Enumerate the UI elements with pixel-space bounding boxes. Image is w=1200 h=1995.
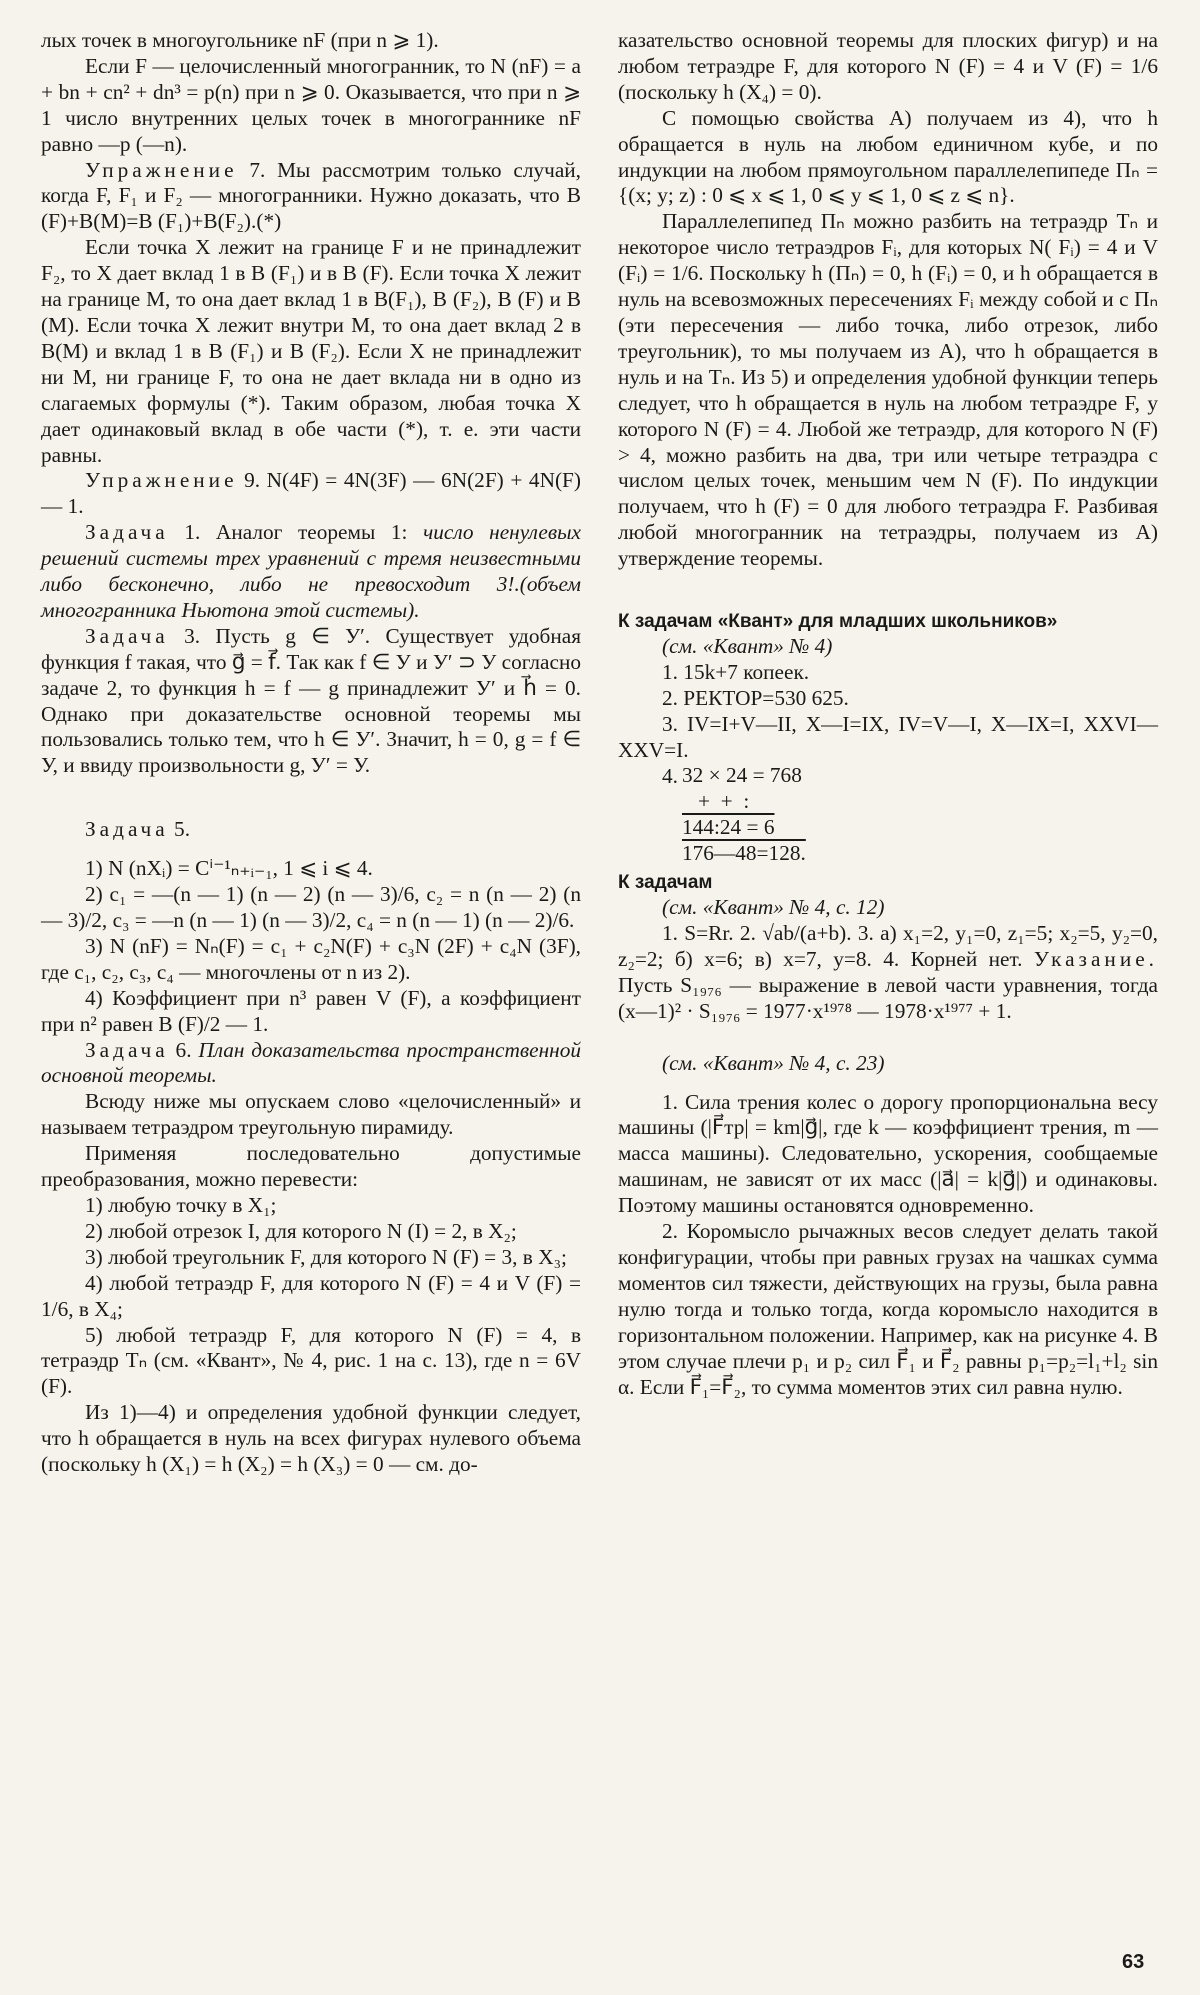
paragraph: [41, 986, 581, 1038]
puzzle-line: + + :: [698, 789, 750, 814]
paragraph: [41, 882, 581, 934]
paragraph-text: 7. Мы рассмотрим только случай, когда F, F₁ и F₂ — многогранники. Нужно доказать, что B (F)+B(M)=B (F₁)+B(F₂).(*): [41, 157, 581, 234]
answer-4-label: 4.: [662, 763, 678, 788]
exercise-label: Задача: [85, 1037, 169, 1062]
puzzle-line: 176—48=128.: [682, 841, 806, 866]
exercise-label: Задача: [85, 623, 169, 648]
paragraph: [41, 1271, 581, 1323]
paragraph-text: 6.: [168, 1037, 199, 1062]
paragraph: [41, 934, 581, 986]
paragraph-text: 2) любой отрезок I, для которого N (I) = 2, в X₂;: [85, 1218, 517, 1243]
hint-label: Указание.: [1033, 946, 1158, 971]
kvant-junior-source: (см. «Квант» № 4): [662, 634, 833, 659]
paragraph: [41, 158, 581, 236]
paragraph-text: Из 1)—4) и определения удобной функции следует, что h обращается в нуль на всех фигурах нулевого объема (поскольку h (X₁) = h (X₂) = h (X₃) = 0 — см. до-: [41, 1400, 581, 1477]
paragraph: [41, 1400, 581, 1478]
paragraph: [41, 817, 581, 843]
answer-3: 3. IV=I+V—II, X—I=IX, IV=V—I, X—IX=I, XXVI—XXV=I.: [618, 711, 1158, 762]
paragraph: [41, 1323, 581, 1401]
paragraph: [41, 624, 581, 779]
paragraph-text: 3) любой треугольник F, для которого N (F) = 3, в X₃;: [85, 1244, 567, 1269]
paragraph-text: С помощью свойства А) получаем из 4), что h обращается в нуль на любом единичном кубе, и по индукции на любом прямоугольном параллелепипеде Пₙ = {(x; y; z) : 0 ⩽ x ⩽ 1, 0 ⩽ y ⩽ 1, 0 ⩽ z ⩽ n}.: [618, 105, 1158, 208]
hint-text: Пусть S₁₉₇₆ — выражение в левой части уравнения, тогда (x—1)² · S₁₉₇₆ = 1977·x¹⁹⁷⁸ — 1978·x¹⁹⁷⁷ + 1.: [618, 972, 1158, 1023]
paragraph-text: 2) c₁ = —(n — 1) (n — 2) (n — 3)/6, c₂ = n (n — 2) (n — 3)/2, c₃ = —n (n — 1) (n — 3)/2, c₄ = n (n — 1) (n — 2)/6.: [41, 882, 581, 932]
paragraph-text: 3. Пусть g ∈ У′. Существует удобная функция f такая, что g⃗ = f⃗. Так как f ∈ У и У′ ⊃ У согласно задаче 2, то функция h = f — g принадлежит У′ и h⃗ = 0. Однако при доказательстве основной теоремы мы пользовались только тем, что h ∈ У′. Значит, h = 0, g = f ∈ У, и ввиду произвольности g, У′ = У.: [41, 623, 581, 778]
right-column: [618, 28, 1158, 1400]
paragraph-text: 1) любую точку в X₁;: [85, 1192, 277, 1217]
paragraph: [41, 1219, 581, 1245]
paragraph: [618, 28, 1158, 106]
paragraph-text: 4) Коэффициент при n³ равен V (F), а коэффициент при n² равен B (F)/2 — 1.: [41, 985, 581, 1036]
exercise-label: Упражнение: [85, 468, 238, 493]
page-number: 63: [1122, 1951, 1145, 1973]
left-column: [41, 28, 581, 1478]
paragraph: [41, 235, 581, 468]
paragraph-text: 5) любой тетраэдр F, для которого N (F) = 4, в тетраэдр Tₙ (см. «Квант», № 4, рис. 1 на с. 13), где n = 6V (F).: [41, 1322, 581, 1399]
paragraph: [41, 856, 581, 882]
paragraph-text: 1. Аналог теоремы 1:: [168, 520, 424, 545]
paragraph-text: Всюду ниже мы опускаем слово «целочисленный» и называем тетраэдром треугольную пирамиду.: [41, 1089, 581, 1140]
answer-2: 2. РЕКТОР=530 625.: [662, 685, 849, 710]
paragraph: [41, 28, 581, 54]
paragraph: [41, 1038, 581, 1090]
paragraph-text: 4) любой тетраэдр F, для которого N (F) = 4 и V (F) = 1/6, в X₄;: [41, 1270, 581, 1321]
paragraph: [41, 1193, 581, 1219]
paragraph: [41, 1245, 581, 1271]
paragraph: [618, 209, 1158, 572]
answers-text: 1. S=Rr. 2. √ab/(a+b). 3. а) x₁=2, y₁=0, z₁=5; x₂=5, y₂=0, z₂=2; б) x=6; в) x=7, y=8. 4. Корней нет.: [618, 921, 1158, 971]
paragraph: [41, 54, 581, 158]
answer-1: 1. 15k+7 копеек.: [662, 659, 810, 684]
right-column-proof: [618, 28, 1158, 572]
paragraph-text: лых точек в многоугольнике nF (при n ⩾ 1).: [41, 28, 439, 52]
paragraph-text: 3) N (nF) = Nₙ(F) = c₁ + c₂N(F) + c₃N (2F) + c₄N (3F), где c₁, c₂, c₃, c₄ — многочлены от n из 2).: [41, 933, 581, 984]
kvant-problems-source: (см. «Квант» № 4, с. 12): [662, 895, 885, 920]
puzzle-line: 144:24 = 6: [682, 815, 775, 840]
exercise-label: Упражнение: [85, 157, 238, 182]
paragraph: [41, 1089, 581, 1141]
exercise-label: Задача: [85, 817, 169, 842]
paragraph: [41, 1141, 581, 1193]
paragraph-text: казательство основной теоремы для плоских фигур) и на любом тетраэдре F, для которого N (F) = 4 и V (F) = 1/6 (поскольку h (X₄) = 0).: [618, 28, 1158, 104]
puzzle-line: 32 × 24 = 768: [682, 763, 802, 788]
number-puzzle: [618, 763, 1158, 867]
kvant-junior-heading: К задачам «Квант» для младших школьников»: [618, 611, 1058, 633]
physics-answer-1: 1. Сила трения колес о дорогу пропорциональна весу машины (|F⃗тр| = km|g⃗|, где k — коэффициент трения, m — масса машины). Следовательно, ускорения, сообщаемые машинам, не зависят от их масс (|a⃗| = k|g⃗|) и одинаковы. Поэтому машины остановятся одновременно.: [618, 1089, 1158, 1218]
paragraph-text: 5.: [168, 817, 191, 842]
paragraph-text: Если F — целочисленный многогранник, то N (nF) = a + bn + cn² + dn³ = p(n) при n ⩾ 0. Оказывается, что при n ⩾ 1 число внутренних целых точек в многограннике nF равно —p (—n).: [41, 53, 581, 156]
italic-text: число ненулевых решений системы трех уравнений с тремя неизвестными либо бесконечно, либо не превосходит 3!.(объем многогранника Ньютона этой системы).: [41, 520, 581, 622]
paragraph-text: 9. N(4F) = 4N(3F) — 6N(2F) + 4N(F) — 1.: [41, 468, 581, 519]
paragraph-text: Применяя последовательно допустимые преобразования, можно перевести:: [41, 1141, 581, 1192]
exercise-label: Задача: [85, 520, 169, 545]
paragraph: [618, 106, 1158, 210]
kvant-problems-heading: К задачам: [618, 872, 713, 894]
italic-text: План доказательства пространственной основной теоремы.: [41, 1037, 581, 1088]
kvant-physics-source: (см. «Квант» № 4, с. 23): [662, 1050, 885, 1075]
physics-answer-2: 2. Коромысло рычажных весов следует делать такой конфигурации, чтобы при равных грузах на чашках сумма моментов сил тяжести, действующих на грузы, была равна нулю тогда и только тогда, когда коромысло находится в горизонтальном положении. Например, как на рисунке 4. В этом случае плечи p₁ и p₂ сил F⃗₁ и F⃗₂ равны p₁=p₂=l₁+l₂ sin α. Если F⃗₁=F⃗₂, то сумма моментов этих сил равна нулю.: [618, 1219, 1158, 1399]
paragraph-text: Параллелепипед Пₙ можно разбить на тетраэдр Tₙ и некоторое число тетраэдров Fᵢ, для которых N( Fᵢ) = 4 и V (Fᵢ) = 1/6. Поскольку h (Пₙ) = 0, h (Fᵢ) = 0, и h обращается в нуль на всевозможных пересечениях Fᵢ между собой и с Пₙ (эти пересечения — либо точка, либо отрезок, либо треугольник), то мы получаем из А), что h обращается в нуль и на Tₙ. Из 5) и определения удобной функции теперь следует, что h обращается в нуль на любом тетраэдре F, у которого N (F) = 4. Любой же тетраэдр, для которого N (F) > 4, можно разбить на два, три или четыре тетраэдра с числом целых точек, меньшим чем N (F). По индукции получаем, что h (F) = 0 для любого тетраэдра F. Разбивая любой многогранник на тетраэдры, получаем из А) утверждение теоремы.: [618, 209, 1158, 571]
paragraph: [41, 468, 581, 520]
paragraph-text: Если точка X лежит на границе F и не принадлежит F₂, то X дает вклад 1 в B (F₁) и в B (F). Если точка X лежит на границе M, то она дает вклад 1 в B(F₁), B (F₂), B (F) и B (M). Если точка X лежит внутри M, то она дает вклад 2 в B(M) и вклад 1 в B (F₁) и B (F₂). Если X не принадлежит ни M, ни границе F, то она не дает вклада ни в одно из слагаемых формулы (*). Таким образом, любая точка X дает одинаковый вклад в обе части (*), т. е. эти части равны.: [41, 235, 581, 467]
paragraph: [41, 520, 581, 624]
kvant-problems-answers: [618, 921, 1158, 1025]
paragraph-text: 1) N (nXᵢ) = Cⁱ⁻¹ₙ₊ᵢ₋₁, 1 ⩽ i ⩽ 4.: [85, 856, 373, 881]
